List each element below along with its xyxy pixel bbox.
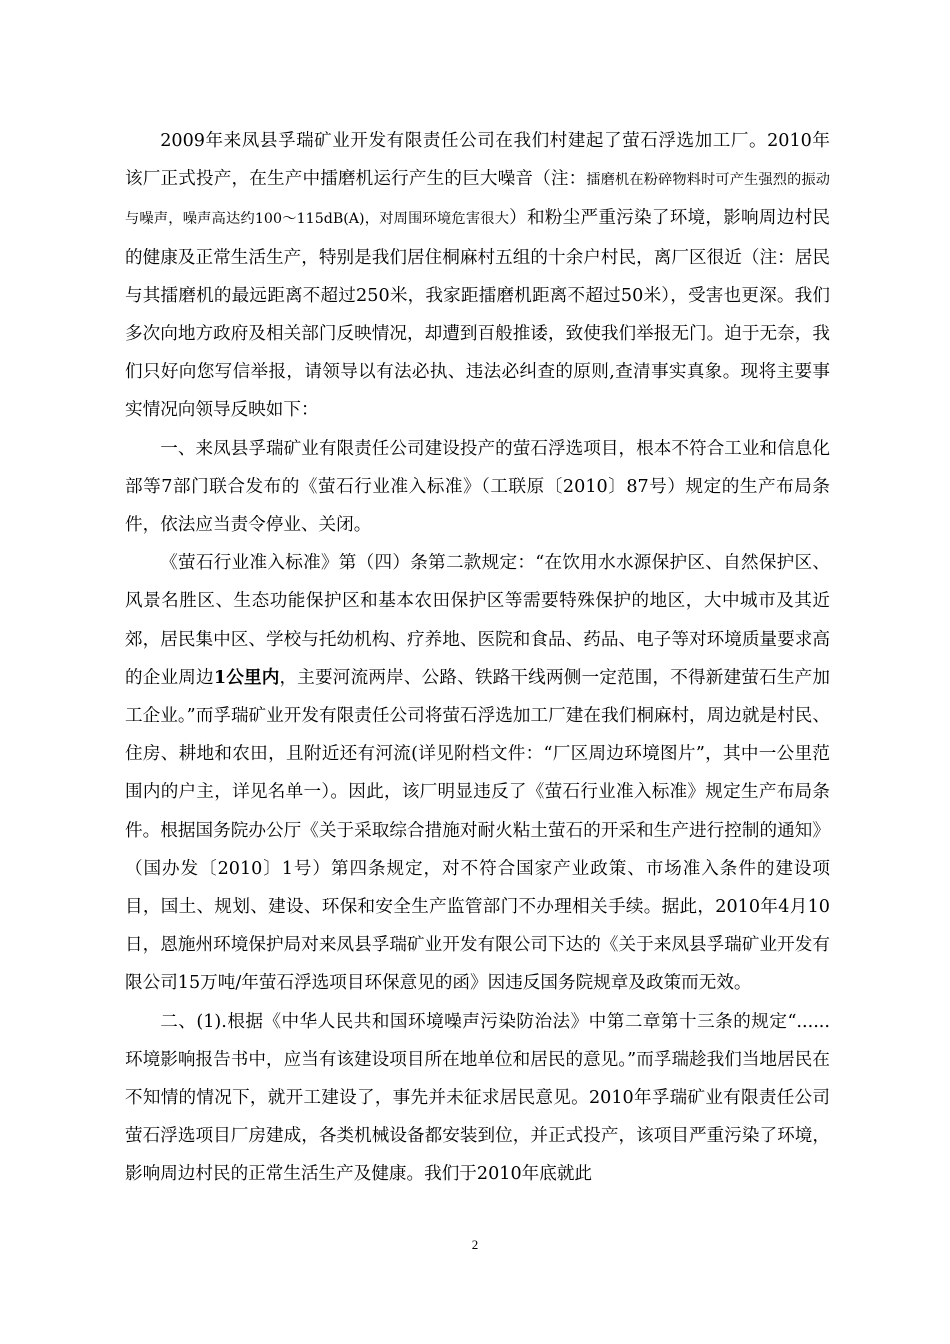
paragraph-text: 《萤石行业准入标准》第（四）条第二款规定：“在饮用水水源保护区、自然保护区、风景名胜区、生态功能保护区和基本农田保护区等需要特殊保护的地区，大中城市及其近郊，居民集中区、学校与托幼机构、疗养地、医院和食品、药品、电子等对环境质量要求高的企业周边 (125, 553, 830, 688)
paragraph-text: ，主要河流两岸、公路、铁路干线两侧一定范围，不得新建萤石生产加工企业。”而孚瑞矿业开发有限责任公司将萤石浮选加工厂建在我们桐麻村，周边就是村民、住房、耕地和农田，且附近还有河流(详见附档文件：“厂区周边环境图片”，其中一公里范围内的户主，详见名单一）。因此，该厂明显违反了《萤石行业准入标准》规定生产布局条件。根据国务院办公厅《关于采取综合措施对耐火粘土萤石的开采和生产进行控制的通知》（国办发〔2010〕1号）第四条规定，对不符合国家产业政策、市场准入条件的建设项目，国土、规划、建设、环保和安全生产监管部门不办理相关手续。据此，2010年4月10日，恩施州环境保护局对来凤县孚瑞矿业开发有限公司下达的《关于来凤县孚瑞矿业开发有限公司15万吨/年萤石浮选项目环保意见的函》因违反国务院规章及政策而无效。 (125, 667, 830, 994)
paragraph-emphasis: 1公里内 (213, 666, 280, 688)
paragraph-note-small: 擂磨机在粉碎物料时可产生强烈的振动与噪声，噪声高达约100～115dB(A)，对周围环境危害很大 (125, 172, 830, 228)
paragraph-intro (125, 122, 830, 430)
paragraph-standard-quote (125, 544, 830, 1002)
paragraph-text: 一、来凤县孚瑞矿业有限责任公司建设投产的萤石浮选项目，根本不符合工业和信息化部等7部门联合发布的《萤石行业准入标准》（工联原〔2010〕87号）规定的生产布局条件，依法应当责令停业、关闭。 (125, 438, 830, 536)
paragraph-text: 二、(1).根据《中华人民共和国环境噪声污染防治法》中第二章第十三条的规定“......环境影响报告书中，应当有该建设项目所在地单位和居民的意见。”而孚瑞趁我们当地居民在不知情的情况下，就开工建设了，事先并未征求居民意见。2010年孚瑞矿业有限责任公司萤石浮选项目厂房建成，各类机械设备都安装到位，并正式投产，该项目严重污染了环境，影响周边村民的正常生活生产及健康。我们于2010年底就此 (125, 1011, 830, 1185)
paragraph-point-one (125, 430, 830, 545)
paragraph-text: 2009年来凤县孚瑞矿业开发有限责任公司在我们村建起了萤石浮选加工厂。2010年该厂正式投产，在生产中擂磨机运行产生的巨大噪音（注： (125, 131, 830, 190)
paragraph-text: ）和粉尘严重污染了环境，影响周边村民的健康及正常生活生产，特别是我们居住桐麻村五组的十余户村民，离厂区很近（注：居民与其擂磨机的最远距离不超过250米，我家距擂磨机距离不超过50米），受害也更深。我们多次向地方政府及相关部门反映情况，却遭到百般推诿，致使我们举报无门。迫于无奈，我们只好向您写信举报，请领导以有法必执、违法必纠查的原则,查清事实真象。现将主要事实情况向领导反映如下： (125, 208, 830, 421)
paragraph-point-two (125, 1003, 830, 1194)
document-body (125, 122, 830, 1194)
page-number: 2 (471, 1237, 479, 1252)
